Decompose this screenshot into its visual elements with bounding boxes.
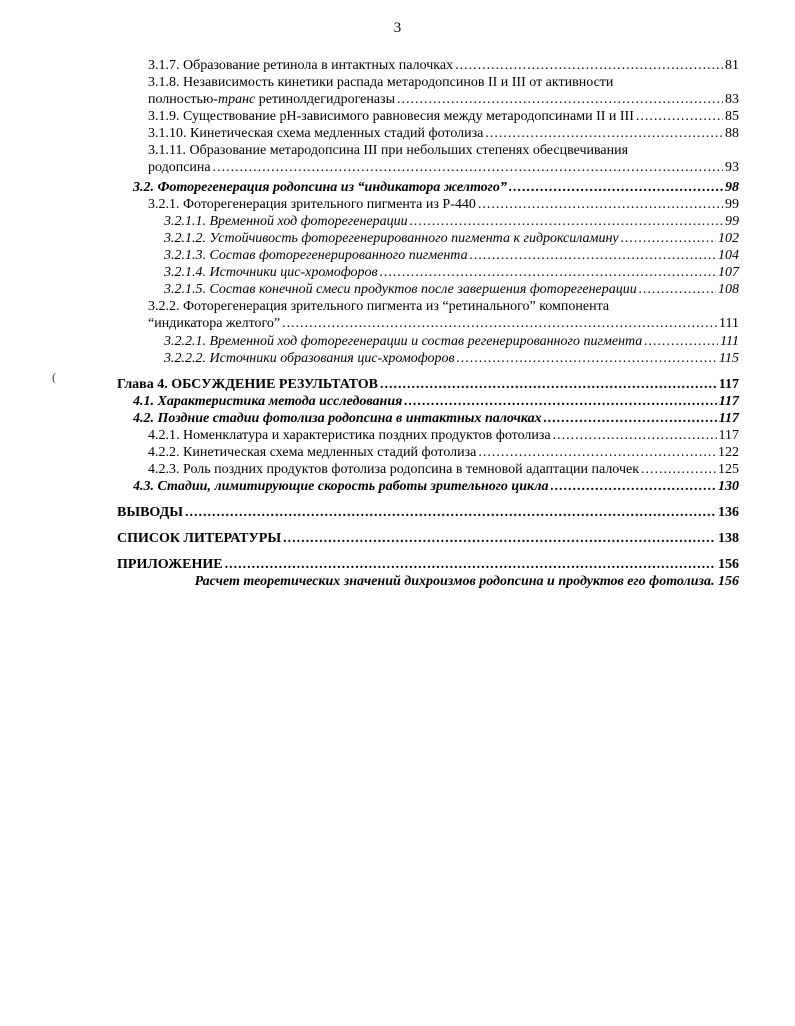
- toc-entry-4-2-3: [148, 461, 739, 478]
- toc-entry-title: Кинетическая схема медленных стадий фотолиза: [190, 126, 484, 141]
- toc-entry-page: 111: [720, 334, 739, 349]
- toc-entry-title-line1: Независимость кинетики распада метародопсинов II и III от активности: [183, 75, 614, 90]
- toc-entry-page: 156: [718, 574, 739, 589]
- leader-dots: [397, 91, 723, 108]
- toc-entry-number: 4.1.: [133, 394, 154, 409]
- toc-entry-page: 88: [725, 126, 739, 141]
- toc-entry-page: 117: [718, 394, 739, 409]
- toc-entry-3-1-8: [148, 74, 739, 108]
- leader-dots: [544, 410, 717, 427]
- toc-entry-title: Временной ход фоторегенерации и состав регенерированного пигмента: [209, 334, 643, 349]
- toc-entry-title: Кинетическая схема медленных стадий фотолиза: [183, 445, 477, 460]
- leader-dots: [551, 478, 716, 495]
- toc-entry-title: Фоторегенерация родопсина из “индикатора желтого”: [157, 180, 507, 195]
- toc-entry-number: 3.1.9.: [148, 109, 180, 124]
- toc-entry-3-2-1-5: [164, 281, 739, 298]
- toc-entry-page: 136: [718, 505, 739, 520]
- toc-entry-4-2-2: [148, 444, 739, 461]
- toc-entry-page: 99: [725, 214, 739, 229]
- toc-entry-page: 83: [725, 92, 739, 107]
- leader-dots: [478, 196, 723, 213]
- leader-dots: [283, 530, 716, 547]
- toc-entry-page: 98: [725, 180, 739, 195]
- toc-entry-title: Временной ход фоторегенерации: [209, 214, 408, 229]
- toc-entry-title: Состав конечной смеси продуктов после завершения фоторегенерации: [209, 282, 637, 297]
- toc-entry-title: Поздние стадии фотолиза родопсина в интактных палочках: [157, 411, 542, 426]
- toc-entry-page: 138: [718, 531, 739, 546]
- toc-entry-title: Номенклатура и характеристика поздних продуктов фотолиза: [183, 428, 551, 443]
- toc-entry-number: Глава 4.: [117, 377, 168, 392]
- leader-dots: [380, 376, 717, 393]
- toc-entry-title: ВЫВОДЫ: [117, 505, 183, 520]
- toc-entry-3-1-9: [148, 108, 739, 125]
- toc-entry-title: ПРИЛОЖЕНИЕ: [117, 557, 223, 572]
- leader-dots: [457, 350, 717, 367]
- leader-dots: [282, 315, 717, 332]
- toc-entry-page: 117: [718, 377, 739, 392]
- toc-entry-4-2: [133, 410, 739, 427]
- toc-entry-page: 117: [718, 411, 739, 426]
- toc-entry-3-2-1-4: [164, 264, 739, 281]
- leader-dots: [636, 108, 723, 125]
- toc-entry-title: Характеристика метода исследования: [157, 394, 403, 409]
- leader-dots: [509, 179, 723, 196]
- toc-entry-title: Существование pH-зависимого равновесия между метародопсинами II и III: [183, 109, 634, 124]
- toc-entry-number: 3.1.7.: [148, 58, 180, 73]
- toc-entry-number: 3.2.1.2.: [164, 231, 206, 246]
- toc-entry-page: 125: [718, 462, 739, 477]
- toc-entry-number: 4.2.2.: [148, 445, 180, 460]
- leader-dots: [470, 247, 716, 264]
- toc-entry-title-line2-em: транс: [217, 92, 256, 107]
- toc-entry-3-1-10: [148, 125, 739, 142]
- toc-entry-number: 3.2.2.2.: [164, 351, 206, 366]
- toc-entry-page: 122: [718, 445, 739, 460]
- toc-entry-page: 93: [725, 160, 739, 175]
- toc-entry-3-2-1-3: [164, 247, 739, 264]
- toc-entry-number: 3.2.1.4.: [164, 265, 206, 280]
- leader-dots: [410, 213, 723, 230]
- toc-entry-conclusions: [117, 504, 739, 521]
- toc-entry-title: Устойчивость фоторегенерированного пигмента к гидроксиламину: [209, 231, 619, 246]
- toc-entry-title-line2: родопсина: [148, 160, 211, 175]
- toc-entry-title-line1: Образование метародопсина III при небольших степенях обесцвечивания: [189, 143, 629, 158]
- toc-entry-page: 108: [718, 282, 739, 297]
- leader-dots: [644, 333, 718, 350]
- toc-entry-title-line1: Фоторегенерация зрительного пигмента из “ретинального” компонента: [183, 299, 610, 314]
- leader-dots: [641, 461, 716, 478]
- toc-entry-title: Расчет теоретических значений дихроизмов родопсина и продуктов его фотолиза.: [194, 574, 715, 589]
- toc-entry-3-2-2: [148, 298, 739, 332]
- leader-dots: [621, 230, 716, 247]
- toc-entry-number: 3.1.11.: [148, 143, 186, 158]
- toc-entry-number: 3.1.10.: [148, 126, 187, 141]
- toc-entry-chapter-4: [117, 376, 739, 393]
- page-number: 3: [393, 20, 402, 36]
- toc-entry-number: 3.1.8.: [148, 75, 180, 90]
- toc-entry-number: 3.2.1.: [148, 197, 180, 212]
- toc-entry-number: 3.2.2.1.: [164, 334, 206, 349]
- toc-entry-3-2-2-2: [164, 350, 739, 367]
- toc-entry-references: [117, 530, 739, 547]
- leader-dots: [380, 264, 716, 281]
- leader-dots: [225, 556, 716, 573]
- toc-entry-title: ОБСУЖДЕНИЕ РЕЗУЛЬТАТОВ: [171, 377, 378, 392]
- toc-entry-title: Роль поздних продуктов фотолиза родопсина в темновой адаптации палочек: [183, 462, 640, 477]
- toc-entry-page: 85: [725, 109, 739, 124]
- toc-entry-page: 111: [719, 316, 739, 331]
- toc-entry-title: Образование ретинола в интактных палочках: [183, 58, 454, 73]
- toc-entry-page: 130: [718, 479, 739, 494]
- toc-entry-page: 117: [718, 428, 739, 443]
- toc-entry-number: 4.3.: [133, 479, 154, 494]
- toc-entry-number: 3.2.2.: [148, 299, 180, 314]
- toc-entry-number: 3.2.1.3.: [164, 248, 206, 263]
- toc-entry-title-line2-a: полностью-: [148, 92, 218, 107]
- toc-entry-3-1-7: [148, 57, 739, 74]
- toc-entry-number: 4.2.: [133, 411, 154, 426]
- toc-entry-page: 107: [718, 265, 739, 280]
- toc-entry-title-line2: “индикатора желтого”: [148, 316, 281, 331]
- toc-entry-title: Источники цис-хромофоров: [209, 265, 378, 280]
- toc-entry-3-2-1-2: [164, 230, 739, 247]
- leader-dots: [485, 125, 723, 142]
- toc-entry-3-2: [133, 179, 739, 196]
- leader-dots: [478, 444, 716, 461]
- toc-entry-page: 104: [718, 248, 739, 263]
- leader-dots: [553, 427, 717, 444]
- toc-entry-appendix-item: [117, 573, 739, 590]
- margin-mark: (: [52, 370, 56, 384]
- toc-entry-number: 3.2.1.5.: [164, 282, 206, 297]
- toc-entry-title: Источники образования цис-хромофоров: [209, 351, 455, 366]
- toc-entry-number: 3.2.1.1.: [164, 214, 206, 229]
- leader-dots: [639, 281, 716, 298]
- toc-entry-page: 115: [719, 351, 739, 366]
- toc-entry-3-1-11: [148, 142, 739, 176]
- toc-entry-title-line2-b: ретинолдегидрогеназы: [255, 92, 395, 107]
- toc-entry-title: Фоторегенерация зрительного пигмента из P-440: [183, 197, 476, 212]
- leader-dots: [404, 393, 716, 410]
- toc-entry-title: СПИСОК ЛИТЕРАТУРЫ: [117, 531, 282, 546]
- toc-entry-page: 99: [725, 197, 739, 212]
- toc-entry-number: 3.2.: [133, 180, 154, 195]
- toc-entry-3-2-2-1: [164, 333, 739, 350]
- toc-entry-3-2-1-1: [164, 213, 739, 230]
- toc-entry-title: Состав фоторегенерированного пигмента: [209, 248, 468, 263]
- toc-entry-appendix: [117, 556, 739, 573]
- toc-entry-page: 81: [725, 58, 739, 73]
- toc-entry-number: 4.2.3.: [148, 462, 180, 477]
- toc-entry-4-2-1: [148, 427, 739, 444]
- leader-dots: [213, 159, 723, 176]
- leader-dots: [455, 57, 723, 74]
- toc-entry-page: 156: [718, 557, 739, 572]
- toc-entry-4-1: [133, 393, 739, 410]
- toc-entry-3-2-1: [148, 196, 739, 213]
- toc-entry-number: 4.2.1.: [148, 428, 180, 443]
- leader-dots: [185, 504, 716, 521]
- toc-entry-page: 102: [718, 231, 739, 246]
- toc-entry-title: Стадии, лимитирующие скорость работы зрительного цикла: [157, 479, 549, 494]
- toc-entry-4-3: [133, 478, 739, 495]
